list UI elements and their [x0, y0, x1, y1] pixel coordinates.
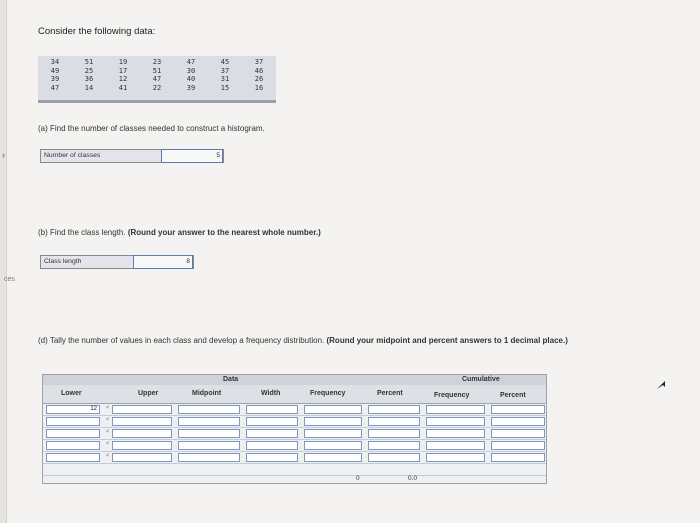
data-cell: 19	[118, 58, 128, 66]
cell-input-width[interactable]	[246, 441, 298, 450]
cell-input-cum-percent[interactable]	[491, 453, 545, 462]
cell-input-upper[interactable]	[112, 417, 172, 426]
table-row	[43, 452, 546, 464]
data-cell: 39	[186, 83, 196, 92]
sidebar-fragment-text: ces	[4, 276, 15, 283]
data-cell: 37	[220, 66, 230, 75]
data-cell: 40	[186, 75, 196, 84]
cell-input-frequency[interactable]	[304, 405, 362, 414]
cell-input-cum-frequency[interactable]	[426, 453, 485, 462]
cell-input-frequency[interactable]	[304, 429, 362, 438]
cell-input-midpoint[interactable]	[178, 453, 240, 462]
total-row	[43, 464, 546, 476]
header-cumulative-frequency: Frequency	[434, 392, 470, 399]
data-grid	[38, 58, 276, 92]
data-cell: 22	[152, 83, 162, 92]
header-upper: Upper	[138, 390, 159, 397]
cell-input-percent[interactable]	[368, 465, 420, 474]
part-b-rounding-note: (Round your answer to the nearest whole number.)	[127, 228, 321, 237]
part-d-question	[38, 336, 658, 346]
table-row	[43, 440, 546, 452]
cell-input-lower[interactable]	[46, 429, 100, 438]
data-cell: 47	[152, 75, 162, 84]
cell-input-cum-frequency[interactable]	[426, 441, 485, 450]
less-than-sign: <	[106, 453, 110, 459]
data-cell: 37	[254, 58, 264, 66]
table-row	[43, 428, 546, 440]
part-a-question: (a) Find the number of classes needed to construct a histogram.	[38, 124, 265, 133]
header-lower: Lower	[61, 390, 82, 397]
data-cell: 51	[152, 66, 162, 75]
part-b-question	[38, 228, 321, 237]
intro-text: Consider the following data:	[38, 26, 156, 37]
less-than-sign: <	[106, 429, 110, 435]
data-cell: 16	[254, 83, 264, 92]
data-cell: 45	[220, 58, 230, 66]
data-cell: 49	[50, 66, 60, 75]
header-width: Width	[261, 390, 281, 397]
cell-input-midpoint[interactable]	[178, 405, 240, 414]
cell-input-width[interactable]	[246, 417, 298, 426]
cell-input-cum-percent[interactable]	[491, 405, 545, 414]
data-cell: 15	[220, 83, 230, 92]
part-b-question-text: (b) Find the class length.	[38, 228, 126, 237]
data-cell: 39	[50, 75, 60, 84]
table-row	[43, 404, 546, 416]
class-length-input[interactable]: 8	[133, 255, 193, 269]
cell-input-lower[interactable]: 12	[46, 405, 100, 414]
header-cumulative: Cumulative	[462, 376, 500, 383]
table-header-row	[43, 385, 546, 404]
cell-input-percent[interactable]	[368, 429, 420, 438]
data-cell: 41	[118, 83, 128, 92]
cell-input-upper[interactable]	[112, 405, 172, 414]
cell-input-cum-frequency[interactable]	[426, 405, 485, 414]
data-cell: 47	[186, 58, 196, 66]
data-cell: 23	[152, 58, 162, 66]
cell-input-midpoint[interactable]	[178, 417, 240, 426]
collapse-arrow-icon[interactable]: ›	[2, 150, 5, 160]
less-than-sign: <	[106, 405, 110, 411]
total-frequency: 0	[356, 475, 360, 482]
data-cell: 30	[186, 66, 196, 75]
cell-input-midpoint[interactable]	[178, 441, 240, 450]
data-cell: 36	[84, 75, 94, 84]
cell-input-cum-frequency[interactable]	[426, 417, 485, 426]
data-cell: 47	[50, 83, 60, 92]
cell-input-frequency[interactable]	[304, 417, 362, 426]
header-percent: Percent	[377, 390, 403, 397]
cell-input-width[interactable]	[246, 405, 298, 414]
data-cell: 25	[84, 66, 94, 75]
cell-input-upper[interactable]	[112, 429, 172, 438]
cell-input-frequency[interactable]	[304, 453, 362, 462]
header-frequency: Frequency	[310, 390, 346, 397]
cell-input-lower[interactable]	[46, 453, 100, 462]
less-than-sign: <	[106, 441, 110, 447]
cell-input-percent[interactable]	[368, 453, 420, 462]
less-than-sign: <	[106, 417, 110, 423]
cell-input-lower[interactable]	[46, 441, 100, 450]
data-cell: 46	[254, 66, 264, 75]
cell-input-midpoint[interactable]	[178, 429, 240, 438]
cell-input-cum-percent[interactable]	[491, 441, 545, 450]
part-d-question-text: (d) Tally the number of values in each class and develop a frequency distribution.	[38, 336, 325, 345]
cell-input-width[interactable]	[246, 429, 298, 438]
cell-input-cum-percent[interactable]	[491, 417, 545, 426]
data-cell: 14	[84, 83, 94, 92]
table-header-group-row	[43, 375, 546, 385]
number-of-classes-input[interactable]: 5	[161, 149, 223, 163]
header-midpoint: Midpoint	[192, 390, 222, 397]
cell-input-frequency[interactable]	[304, 441, 362, 450]
data-cell: 12	[118, 75, 128, 84]
cell-input-cum-frequency[interactable]	[426, 429, 485, 438]
table-row	[43, 416, 546, 428]
cell-input-percent[interactable]	[368, 441, 420, 450]
cell-input-cum-percent[interactable]	[491, 429, 545, 438]
class-length-label: Class length	[44, 258, 82, 265]
header-data: Data	[223, 376, 239, 383]
cell-input-lower[interactable]	[46, 417, 100, 426]
total-percent: 0.0	[408, 475, 418, 482]
left-panel-edge	[0, 0, 7, 523]
cell-input-percent[interactable]	[368, 405, 420, 414]
frequency-distribution-table	[42, 374, 547, 484]
data-cell: 26	[254, 75, 264, 84]
class-length-field	[40, 255, 194, 269]
data-cell: 51	[84, 58, 94, 66]
number-of-classes-label: Number of classes	[44, 152, 101, 159]
cell-input-frequency[interactable]	[304, 465, 362, 474]
header-cumulative-percent: Percent	[500, 392, 526, 399]
number-of-classes-field	[40, 149, 224, 163]
cell-input-width[interactable]	[246, 453, 298, 462]
cell-input-upper[interactable]	[112, 453, 172, 462]
data-table	[38, 56, 276, 103]
data-cell: 17	[118, 66, 128, 75]
data-cell: 34	[50, 58, 60, 66]
data-cell: 31	[220, 75, 230, 84]
cell-input-percent[interactable]	[368, 417, 420, 426]
cell-input-upper[interactable]	[112, 441, 172, 450]
part-d-rounding-note: (Round your midpoint and percent answers to 1 decimal place.)	[326, 336, 568, 345]
